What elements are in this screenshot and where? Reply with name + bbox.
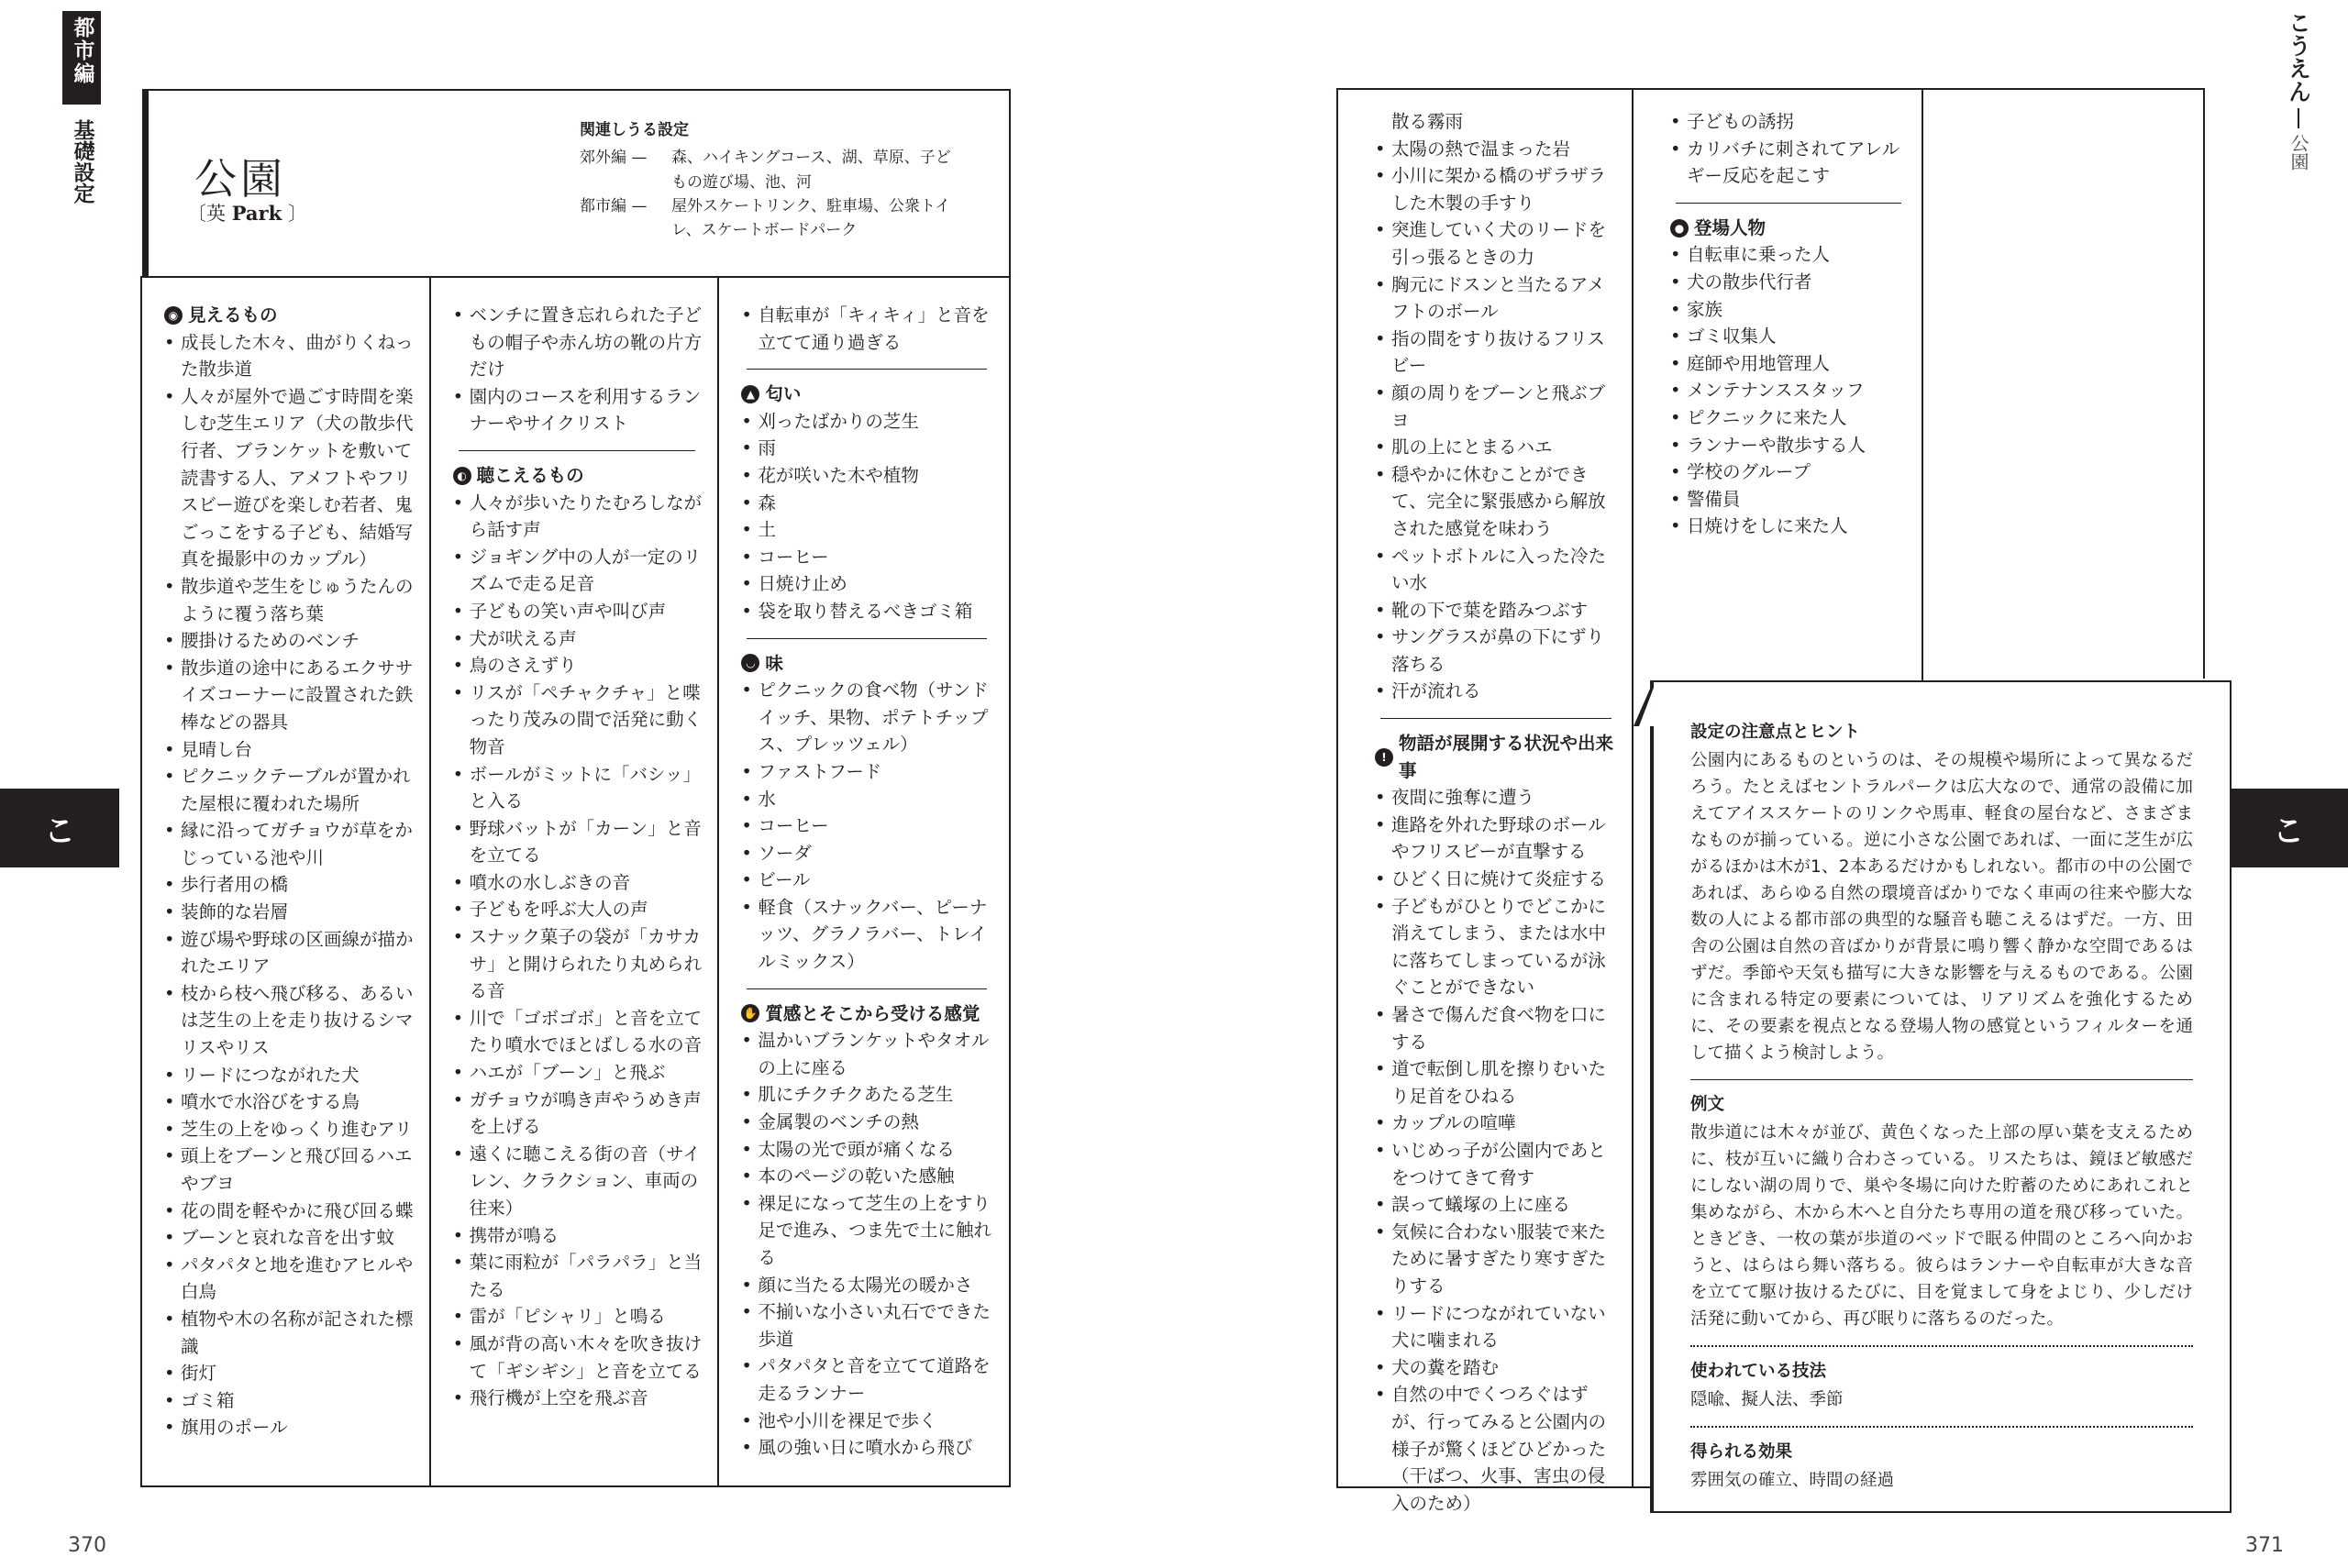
list-item: • 噴水の水しぶきの音 [453, 869, 705, 897]
list-item: • ゴミ箱 [164, 1387, 416, 1415]
list-item: • 庭師や用地管理人 [1670, 350, 1911, 378]
related-label: 都市編 — [580, 197, 648, 216]
vertical-subtitle: 公園 [2287, 134, 2309, 171]
eye-icon: ◉ [164, 306, 183, 325]
related-settings [580, 118, 956, 243]
sight-heading-label: 見えるもの [188, 304, 278, 326]
list-item: • ピクニックテーブルが置かれた屋根に覆われた場所 [164, 763, 416, 817]
entry-english [187, 199, 307, 226]
list-item: • 日焼け止め [741, 570, 996, 598]
section-divider [1380, 718, 1611, 719]
list-item: • 成長した木々、曲がりくねった散歩道 [164, 329, 416, 383]
page-number-right: 371 [2245, 1534, 2284, 1557]
list-item: • 街灯 [164, 1360, 416, 1387]
sight-list-continued [453, 302, 705, 437]
sound-list [453, 490, 705, 1412]
person-icon: ● [1670, 219, 1689, 237]
list-item: • カップルの喧嘩 [1375, 1110, 1621, 1137]
entry-header [142, 89, 1011, 278]
list-item: • ハエが「ブーン」と飛ぶ [453, 1059, 705, 1087]
list-item: • パタパタと音を立てて道路を走るランナー [741, 1353, 996, 1407]
list-item: • 夜間に強奪に遭う [1375, 784, 1621, 812]
list-item: • 雷が「ピシャリ」と鳴る [453, 1303, 705, 1331]
list-item: • 軽食（スナックバー、ピーナッツ、グラノラバー、トレイルミックス） [741, 894, 996, 976]
list-item: • 肌にチクチクあたる芝生 [741, 1081, 996, 1109]
title-divider [2298, 108, 2299, 128]
characters-heading [1670, 215, 1911, 242]
sound-heading-label: 聴こえるもの [476, 464, 584, 486]
list-item: • 進路を外れた野球のボールやフリスビーが直撃する [1375, 812, 1621, 866]
column-2 [431, 278, 720, 1485]
list-item: • 園内のコースを利用するランナーやサイクリスト [453, 383, 705, 437]
list-item: • 人々が屋外で過ごす時間を楽しむ芝生エリア（犬の散歩代行者、ブランケットを敷いて読書する人、アメフトやフリスビー遊びを楽しむ若者、鬼ごっこをする子ども、結婚写真を撮影中のカップル） [164, 383, 416, 573]
list-item: • コーヒー [741, 544, 996, 571]
list-item: • 汗が流れる [1375, 678, 1621, 705]
section-divider [747, 638, 987, 639]
list-item: • 突進していく犬のリードを引っ張るときの力 [1375, 216, 1621, 271]
list-item: • 裸足になって芝生の上をすり足で進み、つま先で土に触れる [741, 1190, 996, 1272]
list-item: • 自転車に乗った人 [1670, 241, 1911, 269]
list-item: • 家族 [1670, 296, 1911, 324]
touch-list-continued [1375, 136, 1621, 705]
story-list-continued [1670, 108, 1911, 190]
list-item: • 飛行機が上空を飛ぶ音 [453, 1385, 705, 1412]
list-item: • 日焼けをしに来た人 [1670, 513, 1911, 540]
dotted-divider [1690, 1345, 2193, 1347]
taste-heading [741, 650, 996, 678]
related-row [580, 146, 956, 194]
list-item: • 気候に合わない服装で来たために暑すぎたり寒すぎたりする [1375, 1219, 1621, 1300]
column-3 [719, 278, 1009, 1485]
list-item: • 携帯が鳴る [453, 1222, 705, 1250]
list-item: • ベンチに置き忘れられた子どもの帽子や赤ん坊の靴の片方だけ [453, 302, 705, 383]
list-item: • 不揃いな小さい丸石でできた歩道 [741, 1298, 996, 1353]
list-item: • 散歩道や芝生をじゅうたんのように覆う落ち葉 [164, 573, 416, 627]
list-item: • 穏やかに休むことができて、完全に緊張感から解放された感覚を味わう [1375, 461, 1621, 543]
list-item: • 葉に雨粒が「パラパラ」と当たる [453, 1249, 705, 1303]
list-item: • 指の間をすり抜けるフリスビー [1375, 326, 1621, 380]
touch-heading [741, 1000, 996, 1028]
list-item: • 自転車が「キィキィ」と音を立てて通り過ぎる [741, 302, 996, 356]
example-body: 散歩道には木々が並び、黄色くなった上部の厚い葉を支えるために、枝が互いに織り合わさっている。リスたちは、鏡ほど敏感だにしない湖の周りで、巣や冬場に向けた貯蓄のためにあれこれと集めながら、木から木へと自分たち専用の道を飛び移っていた。ときどき、一枚の葉が歩道のベッドで眠る仲間のところへ向かおうと、はらはら舞い落ちる。彼らはランナーや自転車が大きな音を立てて駆け抜けるたびに、目を覚まして身をよじり、少しだけ活発に動いてから、再び眠りに落ちるのだった。 [1690, 1123, 2193, 1329]
list-item: • 歩行者用の橋 [164, 871, 416, 899]
list-item: • いじめっ子が公園内であとをつけてきて脅す [1375, 1137, 1621, 1191]
right-column-1 [1338, 90, 1634, 1514]
entry-title: 公園 [194, 154, 286, 204]
list-item: • ガチョウが鳴き声やうめき声を上げる [453, 1087, 705, 1141]
effects-heading: 得られる効果 [1690, 1442, 1793, 1462]
list-item: • ソーダ [741, 840, 996, 867]
list-item: • 噴水で水浴びをする鳥 [164, 1088, 416, 1116]
list-item: • 胸元にドスンと当たるアメフトのボール [1375, 271, 1621, 326]
list-item: • 自然の中でくつろぐはずが、行ってみると公園内の様子が驚くほどひどかった（干ばつ、火事、害虫の侵入のため） [1375, 1381, 1621, 1517]
exclamation-icon: ! [1375, 748, 1393, 767]
related-row [580, 194, 956, 243]
effects-text: 雰囲気の確立、時間の経過 [1690, 1471, 1895, 1490]
list-item: • 遊び場や野球の区画線が描かれたエリア [164, 926, 416, 980]
touch-heading-label: 質感とそこから受ける感覚 [765, 1002, 980, 1024]
ear-icon: ◐ [453, 467, 471, 485]
list-item: • 花の間を軽やかに飛び回る蝶 [164, 1198, 416, 1225]
list-item: • ボールがミットに「バシッ」と入る [453, 761, 705, 815]
list-item: • 子どもの笑い声や叫び声 [453, 598, 705, 625]
list-item: • 雨 [741, 435, 996, 462]
sight-heading [164, 302, 416, 329]
example-heading: 例文 [1690, 1095, 1725, 1114]
story-heading-label: 物語が展開する状況や出来事 [1399, 733, 1614, 781]
subcategory-tab [62, 119, 101, 204]
list-item: • 顔の周りをブーンと飛ぶブヨ [1375, 380, 1621, 434]
list-item: • ファストフード [741, 758, 996, 786]
list-item: • 犬の散歩代行者 [1670, 269, 1911, 296]
list-item: • 装飾的な岩層 [164, 899, 416, 926]
index-tab-label: こ [44, 812, 75, 850]
sound-list-continued [741, 302, 996, 356]
list-item: • 顔に当たる太陽光の暖かさ [741, 1272, 996, 1299]
index-tab-left [0, 789, 119, 867]
section-divider [1676, 203, 1901, 204]
related-text: 森、ハイキングコース、湖、草原、子どもの遊び場、池、河 [671, 149, 951, 192]
touch-list [741, 1027, 996, 1462]
list-item: • 袋を取り替えるべきゴミ箱 [741, 598, 996, 625]
list-item: • 人々が歩いたりたむろしながら話す声 [453, 490, 705, 544]
list-item: • ピクニックに来た人 [1670, 404, 1911, 432]
right-column-2 [1634, 90, 1923, 682]
list-item: • 刈ったばかりの芝生 [741, 408, 996, 436]
list-item: • 風が背の高い木々を吹き抜けて「ギシギシ」と音を立てる [453, 1331, 705, 1385]
story-list [1375, 784, 1621, 1517]
hints-body: 公園内にあるものというのは、その規模や場所によって異なるだろう。たとえばセントラルパークは広大なので、通常の設備に加えてアイススケートのリンクや馬車、軽食の屋台など、さまざまなものが揃っている。逆に小さな公園であれば、一面に芝生が広がるほかは木が1、2本あるだけかもしれない。都市の中の公園であれば、あらゆる自然の環境音ばかりでなく車両の往来や膨大な数の人による都市部の典型的な騒音も聴こえるはずだ。一方、田舎の公園は自然の音ばかりが背景に鳴り響く静かな空間であるはずだ。季節や天気も描写に大きな影響を与えるものである。公園に含まれる特定の要素については、リアリズムを強化するために、その要素を視点となる登場人物の感覚というフィルターを通して描くよう検討しよう。 [1690, 751, 2193, 1063]
list-item: • 小川に架かる橋のザラザラした木製の手すり [1375, 162, 1621, 216]
list-item: • 風の強い日に噴水から飛び [741, 1434, 996, 1462]
list-item: • カリバチに刺されてアレルギー反応を起こす [1670, 136, 1911, 190]
vertical-title-label: こうえん [2285, 11, 2312, 103]
box-corner-notch-inner [1639, 688, 1654, 726]
list-item: • 本のページの乾いた感触 [741, 1163, 996, 1190]
list-item: • 森 [741, 490, 996, 517]
category-label: 都市編 [70, 17, 94, 85]
hints-divider [1690, 1079, 2193, 1080]
section-divider [747, 988, 987, 989]
list-item: • 花が咲いた木や植物 [741, 462, 996, 490]
list-item: • 道で転倒し肌を擦りむいたり足首をひねる [1375, 1055, 1621, 1110]
list-item: • ランナーや散歩する人 [1670, 432, 1911, 459]
mouth-icon: ◡ [741, 654, 759, 672]
english-word: Park [231, 202, 282, 225]
list-item: • 犬の糞を踏む [1375, 1354, 1621, 1382]
vertical-title [2280, 11, 2317, 171]
taste-heading-label: 味 [765, 652, 783, 674]
category-tab [62, 11, 101, 105]
list-item: • 暑さで傷んだ食べ物を口にする [1375, 1001, 1621, 1055]
list-item: • メンテナンススタッフ [1670, 377, 1911, 404]
list-item: • ゴミ収集人 [1670, 323, 1911, 350]
hints-heading: 設定の注意点とヒント [1690, 723, 1861, 742]
related-label: 郊外編 — [580, 149, 648, 168]
list-item: • 子どもの誘拐 [1670, 108, 1911, 136]
story-heading [1375, 730, 1621, 784]
list-item: • 靴の下で葉を踏みつぶす [1375, 597, 1621, 624]
list-item: • 温かいブランケットやタオルの上に座る [741, 1027, 996, 1081]
sight-list [164, 329, 416, 1441]
hand-icon: ✋ [741, 1004, 759, 1022]
taste-list [741, 677, 996, 976]
list-item: • 水 [741, 786, 996, 813]
related-text: 屋外スケートリンク、駐車場、公衆トイレ、スケートボードパーク [671, 197, 951, 240]
related-heading: 関連しうる設定 [580, 121, 689, 139]
characters-list [1670, 241, 1911, 540]
list-item: • 太陽の光で頭が痛くなる [741, 1136, 996, 1164]
list-item: • 縁に沿ってガチョウが草をかじっている池や川 [164, 817, 416, 871]
list-item: • 誤って蟻塚の上に座る [1375, 1191, 1621, 1219]
list-item: • 遠くに聴こえる街の音（サイレン、クラクション、車両の往来） [453, 1141, 705, 1222]
list-item: • ペットボトルに入った冷たい水 [1375, 543, 1621, 597]
nose-icon: ▲ [741, 385, 759, 403]
right-page [1174, 0, 2348, 1568]
english-suffix: 〕 [287, 203, 307, 225]
smell-heading [741, 381, 996, 408]
subcategory-label: 基礎設定 [70, 119, 94, 204]
hints-box [1650, 680, 2232, 1513]
list-item: • 池や小川を裸足で歩く [741, 1408, 996, 1435]
list-item: • リスが「ペチャクチャ」と喋ったり茂みの間で活発に動く物音 [453, 679, 705, 761]
list-item: • リードにつながれていない犬に噛まれる [1375, 1300, 1621, 1354]
list-item: • 土 [741, 516, 996, 544]
list-item: • 川で「ゴボゴボ」と音を立てたり噴水でほとばしる水の音 [453, 1005, 705, 1059]
list-item: • 枝から枝へ飛び移る、あるいは芝生の上を走り抜けるシマリスやリス [164, 980, 416, 1062]
characters-heading-label: 登場人物 [1694, 216, 1767, 238]
techniques-heading: 使われている技法 [1690, 1362, 1827, 1381]
list-item: • 頭上をブーンと飛び回るハエやブヨ [164, 1143, 416, 1197]
touch-continued-first: 散る霧雨 [1391, 111, 1464, 132]
sound-heading [453, 462, 705, 490]
page-number-left: 370 [68, 1534, 106, 1557]
list-item: • リードにつながれた犬 [164, 1062, 416, 1089]
list-item: • 肌の上にとまるハエ [1375, 434, 1621, 461]
dotted-divider [1690, 1426, 2193, 1428]
list-item: • 子どもを呼ぶ大人の声 [453, 896, 705, 923]
list-item: • 旗用のポール [164, 1414, 416, 1441]
list-item: • 鳥のさえずり [453, 652, 705, 679]
list-item: • 金属製のベンチの熱 [741, 1109, 996, 1136]
list-item: • ジョギング中の人が一定のリズムで走る足音 [453, 544, 705, 598]
list-item: • ひどく日に焼けて炎症する [1375, 866, 1621, 893]
list-item: • 植物や木の名称が記された標識 [164, 1306, 416, 1360]
list-item: • スナック菓子の袋が「カサカサ」と開けられたり丸められる音 [453, 923, 705, 1005]
index-tab-label: こ [2273, 812, 2304, 850]
list-item: • 学校のグループ [1670, 458, 1911, 486]
section-divider [747, 369, 987, 370]
list-item: • 散歩道の途中にあるエクササイズコーナーに設置された鉄棒などの器具 [164, 655, 416, 736]
list-item: • コーヒー [741, 812, 996, 840]
smell-list [741, 408, 996, 625]
smell-heading-label: 匂い [765, 383, 802, 405]
techniques-text: 隠喩、擬人法、季節 [1690, 1390, 1844, 1409]
list-item: • 警備員 [1670, 486, 1911, 513]
list-item: • 太陽の熱で温まった岩 [1375, 136, 1621, 163]
index-tab-right [2229, 789, 2348, 867]
list-item: • ビール [741, 867, 996, 894]
list-item: • ピクニックの食べ物（サンドイッチ、果物、ポテトチップス、プレッツェル） [741, 677, 996, 758]
section-divider [459, 450, 696, 451]
list-item: • 芝生の上をゆっくり進むアリ [164, 1116, 416, 1143]
english-prefix: 〔英 [187, 203, 226, 225]
sense-columns [140, 276, 1011, 1487]
list-item: • サングラスが鼻の下にずり落ちる [1375, 624, 1621, 678]
list-item: • ブーンと哀れな音を出す蚊 [164, 1224, 416, 1252]
list-item: • 犬が吠える声 [453, 625, 705, 653]
column-1 [142, 278, 431, 1485]
list-item: • パタパタと地を進むアヒルや白鳥 [164, 1252, 416, 1306]
list-item: • 腰掛けるためのベンチ [164, 627, 416, 655]
list-item: • 子どもがひとりでどこかに消えてしまう、または水中に落ちてしまっているが泳ぐことができない [1375, 893, 1621, 1001]
list-item: • 見晴し台 [164, 736, 416, 764]
list-item: • 野球バットが「カーン」と音を立てる [453, 815, 705, 869]
